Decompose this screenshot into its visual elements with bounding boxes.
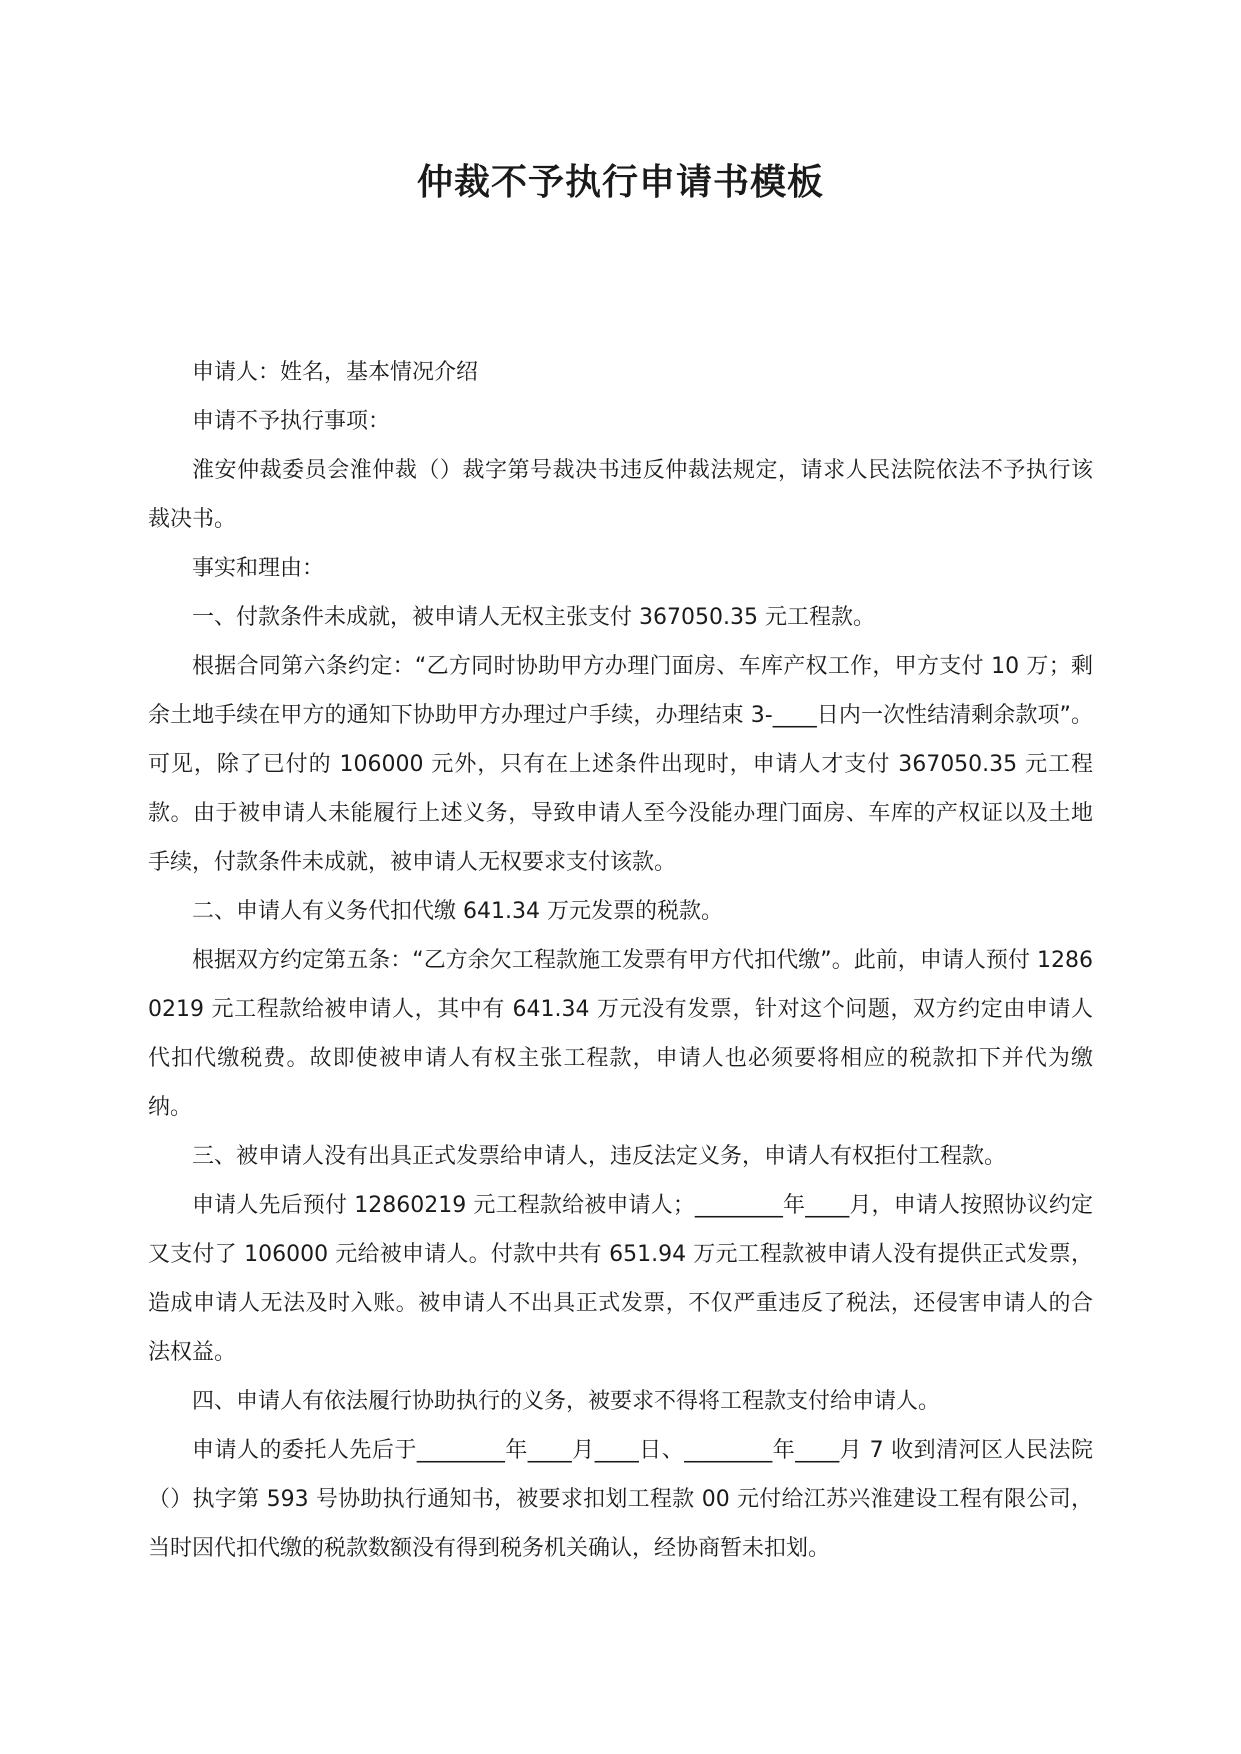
paragraph-point-2: 二、申请人有义务代扣代缴 641.34 万元发票的税款。 [192,899,723,924]
paragraph-request: 淮安仲裁委员会淮仲裁（）裁字第号裁决书违反仲裁法规定，请求人民法院依法不予执行该裁决书。 [148,458,1093,532]
paragraph-point-1: 一、付款条件未成就，被申请人无权主张支付 367050.35 元工程款。 [192,605,875,630]
paragraph-point-3: 三、被申请人没有出具正式发票给申请人，违反法定义务，申请人有权拒付工程款。 [192,1144,1007,1169]
document-title: 仲裁不予执行申请书模板 [416,162,824,203]
paragraph-point-1-detail: 根据合同第六条约定：“乙方同时协助甲方办理门面房、车库产权工作，甲方支付 10 万；剩余土地手续在甲方的通知下协助甲方办理过户手续，办理结束 3-____日内一次性结清剩余款项”。可见，除了已付的 106000 元外，只有在上述条件出现时，申请人才支付 367050.35 元工程款。由于被申请人未能履行上述义务，导致申请人至今没能办理门面房、车库的产权证以及土地手续，付款条件未成就，被申请人无权要求支付该款。 [148,654,1093,875]
paragraph-facts-heading: 事实和理由： [192,556,325,581]
paragraph-request-heading: 申请不予执行事项： [192,409,391,434]
paragraph-point-2-detail: 根据双方约定第五条：“乙方余欠工程款施工发票有甲方代扣代缴”。此前，申请人预付 12860219 元工程款给被申请人，其中有 641.34 万元没有发票，针对这个问题，双方约定由申请人代扣代缴税费。故即使被申请人有权主张工程款，申请人也必须要将相应的税款扣下并代为缴纳。 [148,948,1093,1120]
paragraph-point-4: 四、申请人有依法履行协助执行的义务，被要求不得将工程款支付给申请人。 [192,1389,941,1414]
paragraph-point-3-detail: 申请人先后预付 12860219 元工程款给被申请人；________年____月，申请人按照协议约定又支付了 106000 元给被申请人。付款中共有 651.94 万元工程款被申请人没有提供正式发票，造成申请人无法及时入账。被申请人不出具正式发票，不仅严重违反了税法，还侵害申请人的合法权益。 [148,1193,1093,1365]
paragraph-applicant: 申请人：姓名，基本情况介绍 [192,360,479,385]
document-body [148,348,1093,1573]
paragraph-point-4-detail: 申请人的委托人先后于________年____月____日、________年____月 7 收到清河区人民法院（）执字第 593 号协助执行通知书，被要求扣划工程款 00 元付给江苏兴淮建设工程有限公司，当时因代扣代缴的税款数额没有得到税务机关确认，经协商暂未扣划。 [148,1438,1093,1561]
